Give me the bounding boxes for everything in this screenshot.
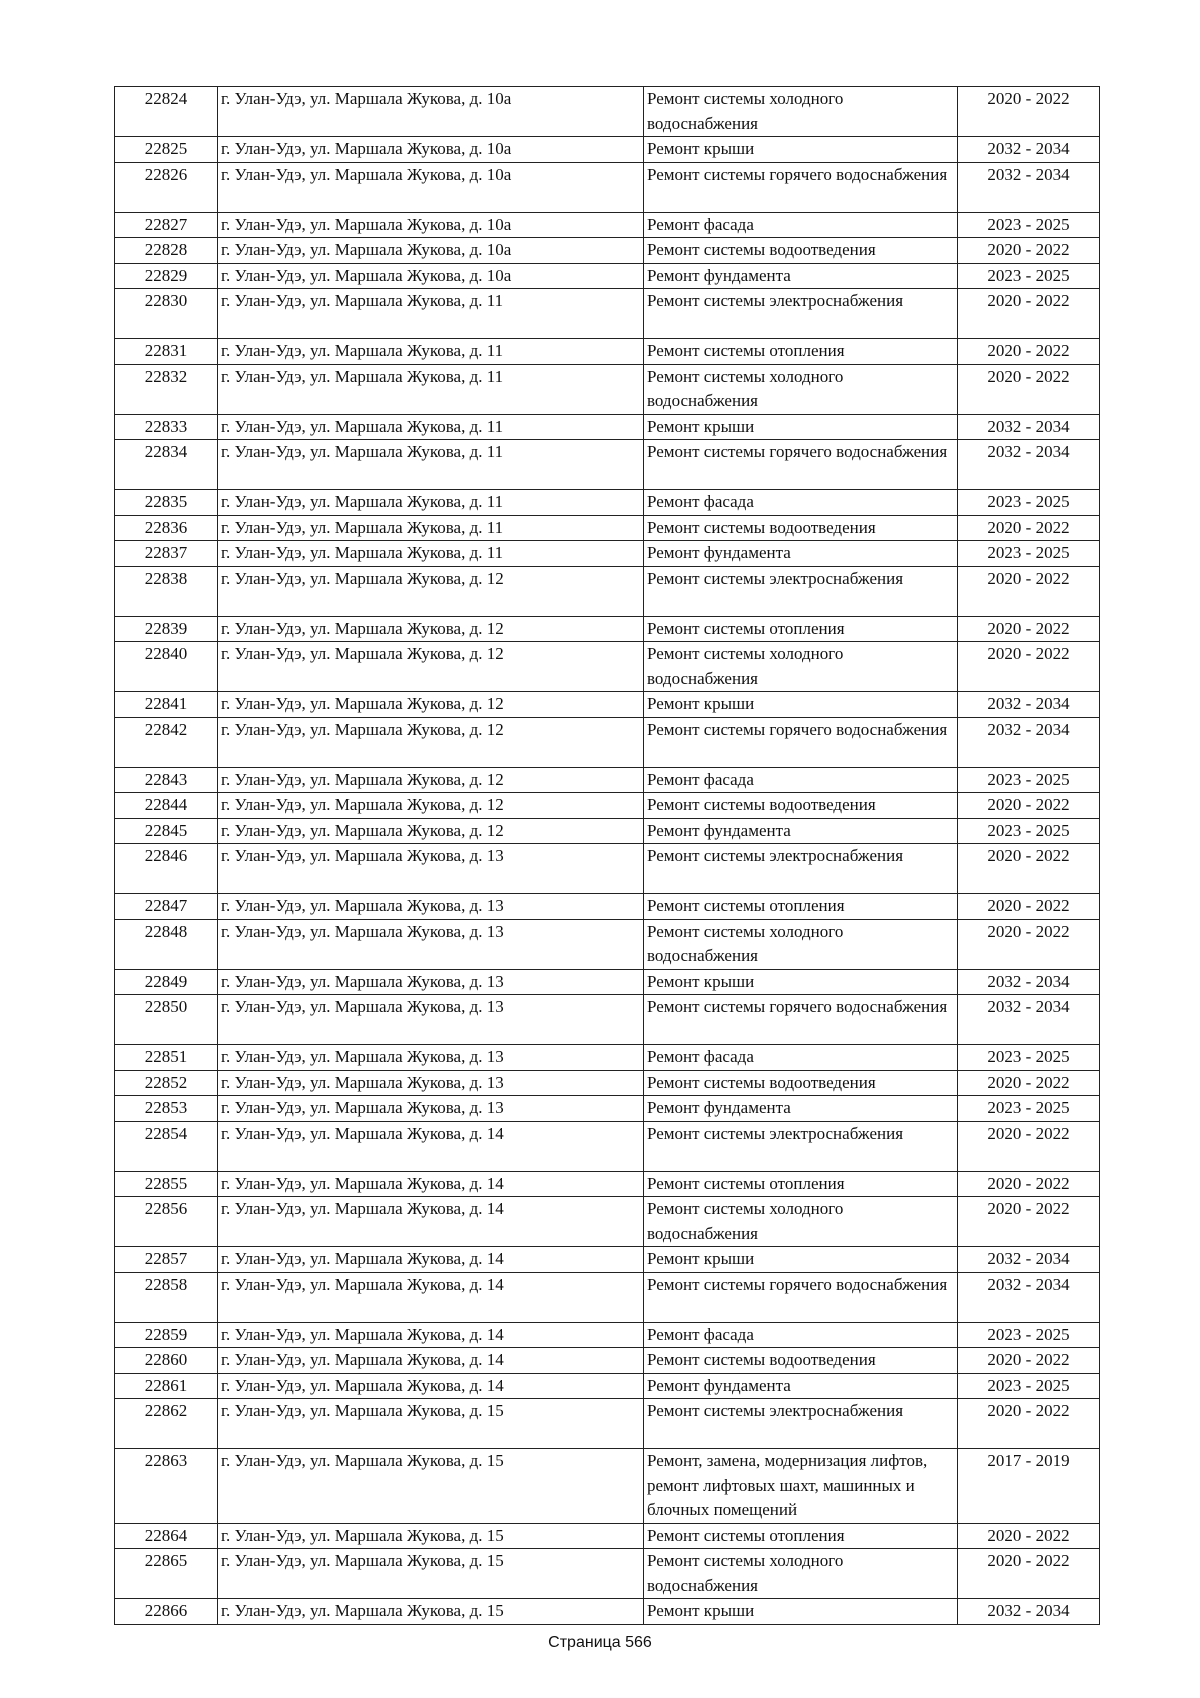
repair-schedule-table (114, 86, 1100, 1625)
table-body (115, 87, 1100, 1625)
address-cell: г. Улан-Удэ, ул. Маршала Жукова, д. 13 (218, 894, 644, 920)
row-number-cell: 22837 (115, 541, 218, 567)
table-row (115, 1599, 1100, 1625)
table-row (115, 238, 1100, 264)
row-number-cell: 22848 (115, 919, 218, 969)
period-cell: 2020 - 2022 (958, 894, 1100, 920)
work-type-cell: Ремонт системы электроснабжения (644, 289, 958, 339)
row-number-cell: 22853 (115, 1096, 218, 1122)
row-number-cell: 22860 (115, 1348, 218, 1374)
row-number-cell: 22863 (115, 1449, 218, 1524)
work-type-cell: Ремонт системы отопления (644, 616, 958, 642)
work-type-cell: Ремонт фундамента (644, 263, 958, 289)
table-row (115, 1247, 1100, 1273)
row-number-cell: 22831 (115, 339, 218, 365)
period-cell: 2020 - 2022 (958, 1399, 1100, 1449)
address-cell: г. Улан-Удэ, ул. Маршала Жукова, д. 11 (218, 490, 644, 516)
work-type-cell: Ремонт системы отопления (644, 1171, 958, 1197)
work-type-cell: Ремонт крыши (644, 969, 958, 995)
period-cell: 2020 - 2022 (958, 339, 1100, 365)
table-row (115, 212, 1100, 238)
work-type-cell: Ремонт крыши (644, 1599, 958, 1625)
address-cell: г. Улан-Удэ, ул. Маршала Жукова, д. 13 (218, 1070, 644, 1096)
table-row (115, 515, 1100, 541)
row-number-cell: 22859 (115, 1322, 218, 1348)
period-cell: 2020 - 2022 (958, 364, 1100, 414)
work-type-cell: Ремонт системы горячего водоснабжения (644, 995, 958, 1045)
work-type-cell: Ремонт системы электроснабжения (644, 844, 958, 894)
row-number-cell: 22854 (115, 1121, 218, 1171)
address-cell: г. Улан-Удэ, ул. Маршала Жукова, д. 10а (218, 137, 644, 163)
row-number-cell: 22858 (115, 1272, 218, 1322)
row-number-cell: 22865 (115, 1549, 218, 1599)
work-type-cell: Ремонт системы электроснабжения (644, 1399, 958, 1449)
table-row (115, 1197, 1100, 1247)
table-row (115, 490, 1100, 516)
table-row (115, 969, 1100, 995)
row-number-cell: 22836 (115, 515, 218, 541)
address-cell: г. Улан-Удэ, ул. Маршала Жукова, д. 12 (218, 793, 644, 819)
period-cell: 2020 - 2022 (958, 793, 1100, 819)
address-cell: г. Улан-Удэ, ул. Маршала Жукова, д. 15 (218, 1549, 644, 1599)
address-cell: г. Улан-Удэ, ул. Маршала Жукова, д. 10а (218, 162, 644, 212)
table-row (115, 717, 1100, 767)
work-type-cell: Ремонт системы холодного водоснабжения (644, 642, 958, 692)
row-number-cell: 22825 (115, 137, 218, 163)
work-type-cell: Ремонт системы горячего водоснабжения (644, 1272, 958, 1322)
row-number-cell: 22835 (115, 490, 218, 516)
table-row (115, 87, 1100, 137)
row-number-cell: 22833 (115, 414, 218, 440)
work-type-cell: Ремонт системы водоотведения (644, 1070, 958, 1096)
period-cell: 2020 - 2022 (958, 844, 1100, 894)
work-type-cell: Ремонт системы горячего водоснабжения (644, 717, 958, 767)
work-type-cell: Ремонт системы холодного водоснабжения (644, 364, 958, 414)
address-cell: г. Улан-Удэ, ул. Маршала Жукова, д. 15 (218, 1523, 644, 1549)
period-cell: 2020 - 2022 (958, 919, 1100, 969)
table-row (115, 818, 1100, 844)
row-number-cell: 22844 (115, 793, 218, 819)
address-cell: г. Улан-Удэ, ул. Маршала Жукова, д. 11 (218, 364, 644, 414)
address-cell: г. Улан-Удэ, ул. Маршала Жукова, д. 13 (218, 844, 644, 894)
table-row (115, 642, 1100, 692)
row-number-cell: 22843 (115, 767, 218, 793)
address-cell: г. Улан-Удэ, ул. Маршала Жукова, д. 13 (218, 919, 644, 969)
row-number-cell: 22864 (115, 1523, 218, 1549)
period-cell: 2020 - 2022 (958, 642, 1100, 692)
row-number-cell: 22856 (115, 1197, 218, 1247)
period-cell: 2032 - 2034 (958, 969, 1100, 995)
table-row (115, 162, 1100, 212)
row-number-cell: 22866 (115, 1599, 218, 1625)
table-row (115, 1121, 1100, 1171)
work-type-cell: Ремонт крыши (644, 692, 958, 718)
row-number-cell: 22828 (115, 238, 218, 264)
period-cell: 2020 - 2022 (958, 616, 1100, 642)
period-cell: 2023 - 2025 (958, 541, 1100, 567)
period-cell: 2020 - 2022 (958, 87, 1100, 137)
row-number-cell: 22832 (115, 364, 218, 414)
table-row (115, 1523, 1100, 1549)
table-row (115, 289, 1100, 339)
address-cell: г. Улан-Удэ, ул. Маршала Жукова, д. 14 (218, 1348, 644, 1374)
address-cell: г. Улан-Удэ, ул. Маршала Жукова, д. 14 (218, 1247, 644, 1273)
row-number-cell: 22845 (115, 818, 218, 844)
table-row (115, 793, 1100, 819)
period-cell: 2032 - 2034 (958, 1247, 1100, 1273)
table-row (115, 616, 1100, 642)
work-type-cell: Ремонт фасада (644, 212, 958, 238)
period-cell: 2023 - 2025 (958, 1096, 1100, 1122)
table-row (115, 1449, 1100, 1524)
address-cell: г. Улан-Удэ, ул. Маршала Жукова, д. 10а (218, 212, 644, 238)
address-cell: г. Улан-Удэ, ул. Маршала Жукова, д. 10а (218, 263, 644, 289)
table-row (115, 137, 1100, 163)
row-number-cell: 22849 (115, 969, 218, 995)
work-type-cell: Ремонт крыши (644, 137, 958, 163)
row-number-cell: 22850 (115, 995, 218, 1045)
work-type-cell: Ремонт системы отопления (644, 1523, 958, 1549)
period-cell: 2020 - 2022 (958, 515, 1100, 541)
period-cell: 2023 - 2025 (958, 1045, 1100, 1071)
address-cell: г. Улан-Удэ, ул. Маршала Жукова, д. 14 (218, 1373, 644, 1399)
period-cell: 2032 - 2034 (958, 162, 1100, 212)
work-type-cell: Ремонт системы горячего водоснабжения (644, 440, 958, 490)
table-row (115, 1399, 1100, 1449)
row-number-cell: 22840 (115, 642, 218, 692)
table-row (115, 1045, 1100, 1071)
address-cell: г. Улан-Удэ, ул. Маршала Жукова, д. 15 (218, 1599, 644, 1625)
row-number-cell: 22829 (115, 263, 218, 289)
address-cell: г. Улан-Удэ, ул. Маршала Жукова, д. 14 (218, 1197, 644, 1247)
address-cell: г. Улан-Удэ, ул. Маршала Жукова, д. 13 (218, 1096, 644, 1122)
row-number-cell: 22838 (115, 566, 218, 616)
work-type-cell: Ремонт системы горячего водоснабжения (644, 162, 958, 212)
period-cell: 2017 - 2019 (958, 1449, 1100, 1524)
address-cell: г. Улан-Удэ, ул. Маршала Жукова, д. 12 (218, 767, 644, 793)
period-cell: 2020 - 2022 (958, 1121, 1100, 1171)
table-row (115, 1373, 1100, 1399)
address-cell: г. Улан-Удэ, ул. Маршала Жукова, д. 11 (218, 541, 644, 567)
period-cell: 2032 - 2034 (958, 1272, 1100, 1322)
work-type-cell: Ремонт системы холодного водоснабжения (644, 1549, 958, 1599)
address-cell: г. Улан-Удэ, ул. Маршала Жукова, д. 14 (218, 1272, 644, 1322)
period-cell: 2023 - 2025 (958, 490, 1100, 516)
work-type-cell: Ремонт крыши (644, 1247, 958, 1273)
address-cell: г. Улан-Удэ, ул. Маршала Жукова, д. 11 (218, 339, 644, 365)
table-row (115, 414, 1100, 440)
address-cell: г. Улан-Удэ, ул. Маршала Жукова, д. 11 (218, 289, 644, 339)
work-type-cell: Ремонт фасада (644, 1322, 958, 1348)
address-cell: г. Улан-Удэ, ул. Маршала Жукова, д. 11 (218, 440, 644, 490)
work-type-cell: Ремонт фасада (644, 767, 958, 793)
work-type-cell: Ремонт системы электроснабжения (644, 1121, 958, 1171)
table-row (115, 440, 1100, 490)
row-number-cell: 22827 (115, 212, 218, 238)
address-cell: г. Улан-Удэ, ул. Маршала Жукова, д. 15 (218, 1399, 644, 1449)
row-number-cell: 22847 (115, 894, 218, 920)
work-type-cell: Ремонт системы водоотведения (644, 515, 958, 541)
period-cell: 2020 - 2022 (958, 1070, 1100, 1096)
work-type-cell: Ремонт системы холодного водоснабжения (644, 87, 958, 137)
page-number: Страница 566 (548, 1634, 652, 1651)
row-number-cell: 22855 (115, 1171, 218, 1197)
table-row (115, 894, 1100, 920)
address-cell: г. Улан-Удэ, ул. Маршала Жукова, д. 13 (218, 995, 644, 1045)
work-type-cell: Ремонт системы отопления (644, 339, 958, 365)
table-row (115, 844, 1100, 894)
period-cell: 2020 - 2022 (958, 1348, 1100, 1374)
period-cell: 2020 - 2022 (958, 289, 1100, 339)
address-cell: г. Улан-Удэ, ул. Маршала Жукова, д. 12 (218, 566, 644, 616)
work-type-cell: Ремонт фундамента (644, 1096, 958, 1122)
address-cell: г. Улан-Удэ, ул. Маршала Жукова, д. 13 (218, 969, 644, 995)
work-type-cell: Ремонт фундамента (644, 541, 958, 567)
work-type-cell: Ремонт системы холодного водоснабжения (644, 919, 958, 969)
period-cell: 2032 - 2034 (958, 692, 1100, 718)
address-cell: г. Улан-Удэ, ул. Маршала Жукова, д. 13 (218, 1045, 644, 1071)
address-cell: г. Улан-Удэ, ул. Маршала Жукова, д. 14 (218, 1171, 644, 1197)
row-number-cell: 22830 (115, 289, 218, 339)
table-row (115, 1171, 1100, 1197)
address-cell: г. Улан-Удэ, ул. Маршала Жукова, д. 10а (218, 87, 644, 137)
address-cell: г. Улан-Удэ, ул. Маршала Жукова, д. 14 (218, 1322, 644, 1348)
address-cell: г. Улан-Удэ, ул. Маршала Жукова, д. 12 (218, 692, 644, 718)
period-cell: 2020 - 2022 (958, 1171, 1100, 1197)
table-row (115, 364, 1100, 414)
period-cell: 2032 - 2034 (958, 717, 1100, 767)
period-cell: 2023 - 2025 (958, 212, 1100, 238)
work-type-cell: Ремонт системы отопления (644, 894, 958, 920)
period-cell: 2032 - 2034 (958, 440, 1100, 490)
row-number-cell: 22852 (115, 1070, 218, 1096)
work-type-cell: Ремонт, замена, модернизация лифтов, ремонт лифтовых шахт, машинных и блочных помещений (644, 1449, 958, 1524)
table-row (115, 919, 1100, 969)
period-cell: 2020 - 2022 (958, 1197, 1100, 1247)
address-cell: г. Улан-Удэ, ул. Маршала Жукова, д. 15 (218, 1449, 644, 1524)
table-row (115, 566, 1100, 616)
address-cell: г. Улан-Удэ, ул. Маршала Жукова, д. 11 (218, 515, 644, 541)
table-row (115, 339, 1100, 365)
row-number-cell: 22861 (115, 1373, 218, 1399)
row-number-cell: 22841 (115, 692, 218, 718)
row-number-cell: 22826 (115, 162, 218, 212)
period-cell: 2020 - 2022 (958, 238, 1100, 264)
work-type-cell: Ремонт фундамента (644, 1373, 958, 1399)
address-cell: г. Улан-Удэ, ул. Маршала Жукова, д. 11 (218, 414, 644, 440)
work-type-cell: Ремонт системы холодного водоснабжения (644, 1197, 958, 1247)
table-row (115, 995, 1100, 1045)
period-cell: 2032 - 2034 (958, 137, 1100, 163)
work-type-cell: Ремонт крыши (644, 414, 958, 440)
row-number-cell: 22839 (115, 616, 218, 642)
period-cell: 2020 - 2022 (958, 566, 1100, 616)
work-type-cell: Ремонт системы водоотведения (644, 238, 958, 264)
table-row (115, 1549, 1100, 1599)
address-cell: г. Улан-Удэ, ул. Маршала Жукова, д. 12 (218, 642, 644, 692)
period-cell: 2032 - 2034 (958, 414, 1100, 440)
table-row (115, 1272, 1100, 1322)
period-cell: 2023 - 2025 (958, 1322, 1100, 1348)
period-cell: 2020 - 2022 (958, 1523, 1100, 1549)
work-type-cell: Ремонт фасада (644, 1045, 958, 1071)
table-row (115, 541, 1100, 567)
table-row (115, 1070, 1100, 1096)
row-number-cell: 22824 (115, 87, 218, 137)
address-cell: г. Улан-Удэ, ул. Маршала Жукова, д. 12 (218, 717, 644, 767)
row-number-cell: 22857 (115, 1247, 218, 1273)
work-type-cell: Ремонт системы водоотведения (644, 1348, 958, 1374)
work-type-cell: Ремонт фасада (644, 490, 958, 516)
table-row (115, 1096, 1100, 1122)
row-number-cell: 22842 (115, 717, 218, 767)
row-number-cell: 22862 (115, 1399, 218, 1449)
period-cell: 2023 - 2025 (958, 818, 1100, 844)
table-row (115, 692, 1100, 718)
period-cell: 2032 - 2034 (958, 995, 1100, 1045)
table-row (115, 767, 1100, 793)
work-type-cell: Ремонт фундамента (644, 818, 958, 844)
row-number-cell: 22851 (115, 1045, 218, 1071)
table-row (115, 1348, 1100, 1374)
address-cell: г. Улан-Удэ, ул. Маршала Жукова, д. 12 (218, 818, 644, 844)
period-cell: 2023 - 2025 (958, 1373, 1100, 1399)
table-row (115, 263, 1100, 289)
period-cell: 2020 - 2022 (958, 1549, 1100, 1599)
work-type-cell: Ремонт системы электроснабжения (644, 566, 958, 616)
period-cell: 2023 - 2025 (958, 767, 1100, 793)
period-cell: 2032 - 2034 (958, 1599, 1100, 1625)
work-type-cell: Ремонт системы водоотведения (644, 793, 958, 819)
row-number-cell: 22834 (115, 440, 218, 490)
period-cell: 2023 - 2025 (958, 263, 1100, 289)
address-cell: г. Улан-Удэ, ул. Маршала Жукова, д. 14 (218, 1121, 644, 1171)
address-cell: г. Улан-Удэ, ул. Маршала Жукова, д. 12 (218, 616, 644, 642)
table-row (115, 1322, 1100, 1348)
address-cell: г. Улан-Удэ, ул. Маршала Жукова, д. 10а (218, 238, 644, 264)
row-number-cell: 22846 (115, 844, 218, 894)
